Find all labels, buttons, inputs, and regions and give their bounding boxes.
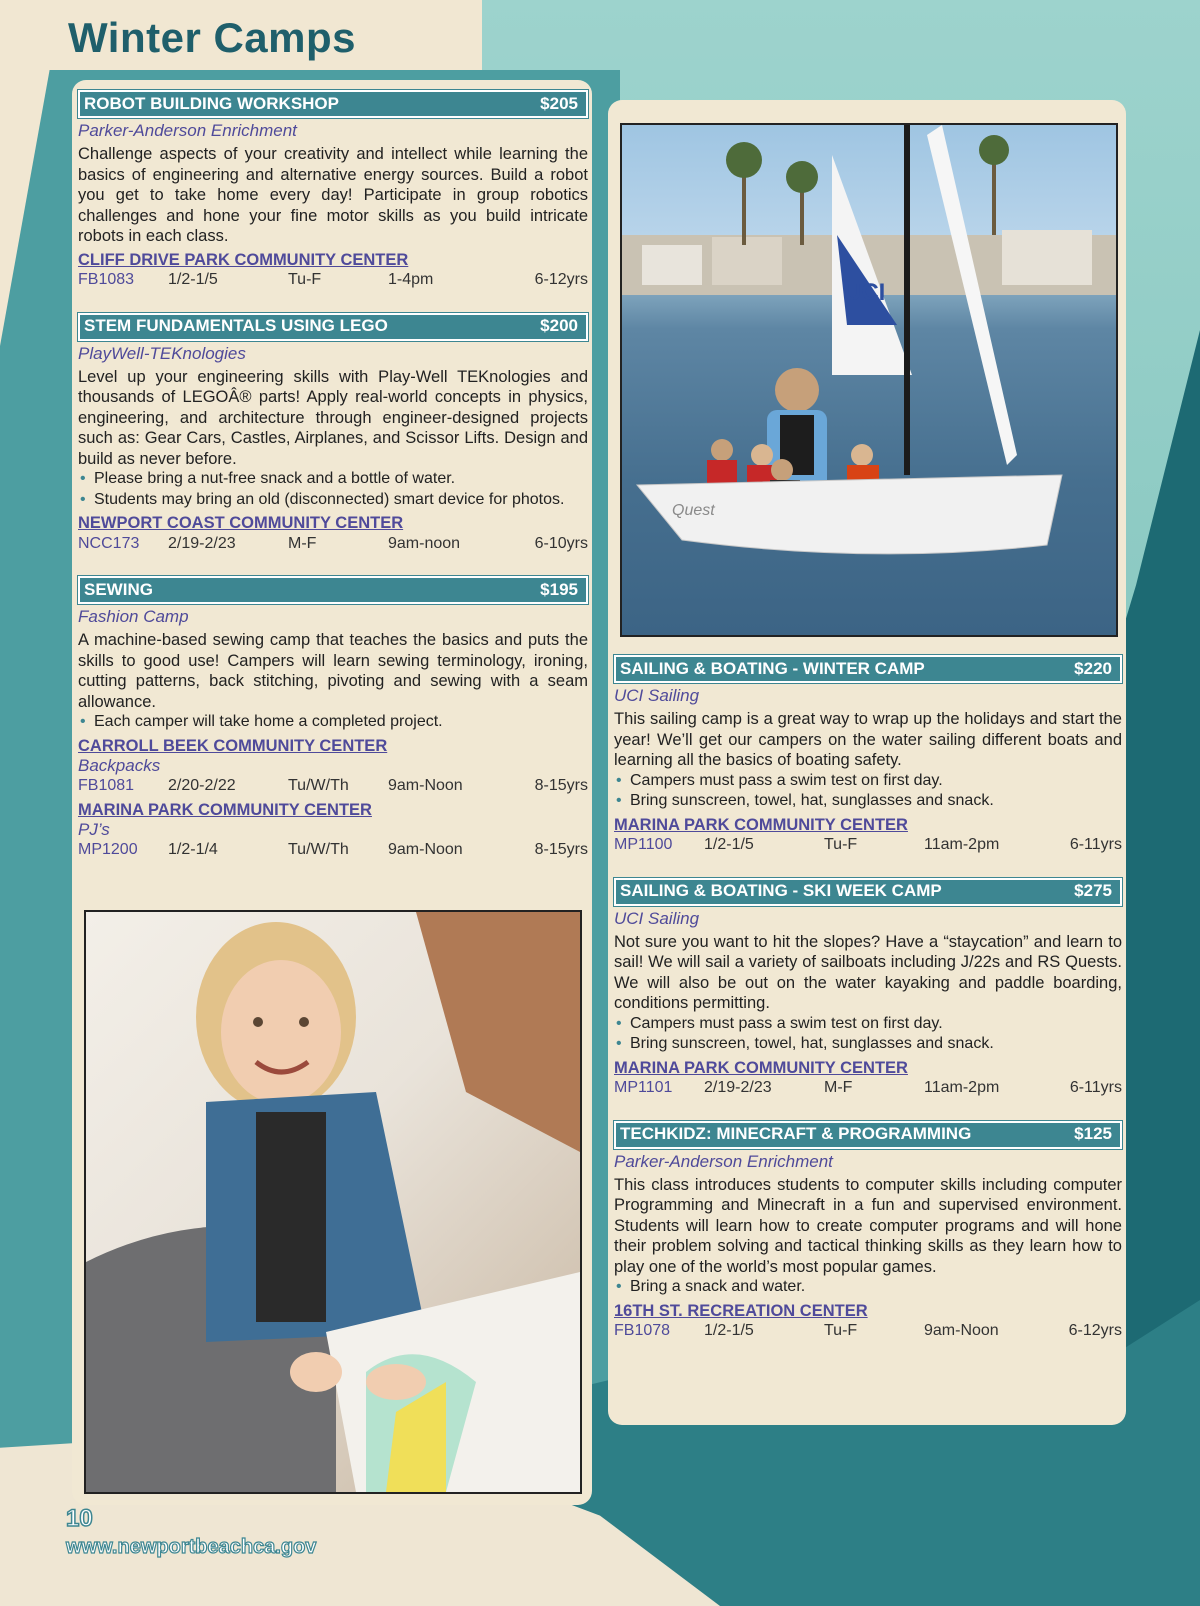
camp-techkidz: [614, 1121, 1122, 1342]
instructor-head: [775, 368, 819, 412]
session-row: [78, 840, 588, 861]
session-code: FB1078: [614, 1322, 671, 1339]
venue-link[interactable]: MARINA PARK COMMUNITY CENTER: [78, 800, 372, 819]
bullet-item: • Bring sunscreen, towel, hat, sunglasses and snack.: [614, 1034, 1122, 1055]
camp-bullets: [78, 469, 588, 510]
session-days: Tu/W/Th: [288, 777, 349, 794]
bullet-item: • Please bring a nut-free snack and a bottle of water.: [78, 469, 588, 490]
session-time: 9am-Noon: [924, 1322, 999, 1339]
session-dates: 2/19-2/23: [168, 534, 236, 552]
session-row: [614, 835, 1122, 856]
camp-description: Not sure you want to hit the slopes? Have a “staycation” and learn to sail! We will sail a variety of sailboats including J/22s and RS Quests. We will also be out on the water kayaking and paddle boarding, conditions permitting.: [614, 932, 1122, 1012]
bullet-item: • Bring sunscreen, towel, hat, sunglasses and snack.: [614, 791, 1122, 812]
child-head: [711, 439, 733, 461]
session-ages: 6-12yrs: [1068, 1322, 1122, 1339]
child-head: [751, 444, 773, 466]
session-dates: 2/19-2/23: [704, 1079, 772, 1096]
palm-leaves: [979, 135, 1009, 165]
camp-provider: UCI Sailing: [614, 686, 700, 705]
session-time: 1-4pm: [388, 271, 434, 288]
session-code: MP1200: [78, 841, 138, 858]
camp-title: SAILING & BOATING - WINTER CAMP: [620, 658, 925, 678]
venue-link[interactable]: CLIFF DRIVE PARK COMMUNITY CENTER: [78, 250, 409, 269]
camp-description: A machine-based sewing camp that teaches the basics and puts the skills to good use! Campers will learn sewing terminology, ironing, cutting patterns, back stitching, pivoting and sewing with a seam allowance.: [78, 631, 588, 711]
session-ages: 6-10yrs: [534, 534, 588, 552]
hand: [290, 1352, 342, 1392]
session-time: 9am-Noon: [388, 777, 463, 794]
boat-text: Quest: [672, 502, 715, 519]
sail-text: UCI: [844, 279, 886, 306]
camp-price: $205: [540, 93, 578, 113]
camp-description: Level up your engineering skills with Play-Well TEKnologies and thousands of LEGOÂ® parts! Apply real-world concepts in physics, engineering, and architecture through engineer-designed projects such as: Gear Cars, Castles, Airplanes, and Scissor Lifts. Design and build as never before.: [78, 367, 588, 468]
left-column: [78, 90, 588, 883]
session-ages: 6-11yrs: [1069, 1079, 1122, 1096]
right-column: [614, 655, 1122, 1364]
camp-provider: UCI Sailing: [614, 908, 700, 928]
palm-leaves: [726, 142, 762, 178]
camp-header: [78, 576, 588, 604]
session-days: M-F: [288, 534, 317, 552]
camp-description: This sailing camp is a great way to wrap up the holidays and start the year! We’ll get our campers on the water sailing different boats and learning all the basics of boating safety.: [614, 710, 1122, 769]
session-code: MP1100: [614, 836, 673, 853]
session-row: [78, 270, 588, 291]
child-head: [771, 459, 793, 481]
camp-price: $125: [1074, 1124, 1112, 1143]
venue-link[interactable]: CARROLL BEEK COMMUNITY CENTER: [78, 736, 388, 755]
camp-header: [614, 1121, 1122, 1149]
session-dates: 2/20-2/22: [168, 777, 236, 794]
camp-title: STEM FUNDAMENTALS USING LEGO: [84, 316, 388, 335]
session-days: Tu-F: [288, 271, 322, 288]
session-row: [614, 1078, 1122, 1099]
session-time: 9am-Noon: [388, 841, 463, 858]
camp-robot-building: [78, 90, 588, 291]
session-row: [614, 1321, 1122, 1342]
session-ages: 8-15yrs: [534, 777, 588, 794]
session-row: [78, 533, 588, 554]
session-time: 11am-2pm: [924, 1079, 1000, 1096]
bullet-item: • Each camper will take home a completed project.: [78, 712, 588, 733]
camp-header: [614, 655, 1122, 683]
child-head: [851, 444, 873, 466]
session-days: Tu/W/Th: [288, 841, 349, 858]
camp-header: [78, 313, 588, 341]
camp-bullets: [614, 771, 1122, 812]
camp-price: $200: [540, 316, 578, 335]
bullet-item: • Campers must pass a swim test on first day.: [614, 771, 1122, 792]
camp-provider: Parker-Anderson Enrichment: [614, 1151, 833, 1171]
camp-price: $275: [1074, 881, 1112, 900]
house: [712, 237, 782, 285]
bullet-item: • Students may bring an old (disconnected) smart device for photos.: [78, 490, 588, 511]
venue-link[interactable]: NEWPORT COAST COMMUNITY CENTER: [78, 514, 404, 532]
camp-provider: Parker-Anderson Enrichment: [78, 121, 297, 140]
session-code: FB1081: [78, 777, 135, 794]
venue-link[interactable]: MARINA PARK COMMUNITY CENTER: [614, 815, 908, 834]
bullet-item: • Campers must pass a swim test on first day.: [614, 1014, 1122, 1035]
camp-title: ROBOT BUILDING WORKSHOP: [84, 93, 339, 113]
session-code: MP1101: [614, 1079, 673, 1096]
website-link[interactable]: www.newportbeachca.gov: [66, 1536, 317, 1558]
camp-title: TECHKIDZ: MINECRAFT & PROGRAMMING: [620, 1124, 972, 1143]
camp-title: SAILING & BOATING - SKI WEEK CAMP: [620, 881, 942, 900]
face: [221, 960, 341, 1104]
session-days: Tu-F: [824, 1322, 858, 1339]
sailing-photo: [620, 123, 1118, 637]
session-days: Tu-F: [824, 836, 858, 853]
session-dates: 1/2-1/5: [704, 1322, 754, 1339]
session-subtitle: Backpacks: [78, 755, 161, 775]
session-dates: 1/2-1/4: [168, 841, 218, 858]
palm-leaves: [786, 161, 818, 193]
camp-sewing: [78, 576, 588, 861]
session-dates: 1/2-1/5: [704, 836, 754, 853]
camp-description: This class introduces students to computer skills including computer Programming and Minecraft in a fun and supervised environment. Students will learn how to create computer programs and will hone their problem solving and tactical thinking skills as they learn how to play one of the world’s most popular games.: [614, 1175, 1122, 1276]
camp-provider: Fashion Camp: [78, 607, 189, 626]
session-ages: 8-15yrs: [534, 841, 588, 858]
house: [642, 245, 702, 285]
session-time: 11am-2pm: [924, 836, 1000, 853]
session-ages: 6-11yrs: [1069, 836, 1122, 853]
camp-price: $220: [1074, 658, 1112, 678]
session-subtitle: PJ’s: [78, 819, 110, 839]
wood-door: [416, 912, 580, 1152]
session-days: M-F: [824, 1079, 853, 1096]
session-code: FB1083: [78, 271, 135, 288]
page-number: 10: [66, 1505, 93, 1532]
session-code: NCC173: [78, 534, 140, 552]
camp-header: [78, 90, 588, 118]
sailing-illustration: [622, 125, 1116, 635]
camp-price: $195: [540, 579, 578, 599]
venue-link[interactable]: 16TH ST. RECREATION CENTER: [614, 1301, 868, 1320]
camp-sailing-ski-week: [614, 878, 1122, 1099]
eye: [253, 1017, 263, 1027]
hand: [366, 1364, 426, 1400]
page-title: Winter Camps: [68, 14, 357, 61]
mast: [904, 125, 910, 475]
black-shirt: [256, 1112, 326, 1322]
session-dates: 1/2-1/5: [168, 271, 218, 288]
venue-link[interactable]: MARINA PARK COMMUNITY CENTER: [614, 1058, 908, 1077]
session-time: 9am-noon: [388, 534, 461, 552]
house: [1002, 230, 1092, 285]
camp-title: SEWING: [84, 579, 153, 599]
eye: [299, 1017, 309, 1027]
camp-description: Challenge aspects of your creativity and intellect while learning the basics of engineering and alternative energy sources. Build a robot you get to take home every day! Participate in group robotics challenges and hone your fine motor skills as you build intricate robots in each class.: [78, 145, 588, 245]
sewing-photo: [84, 910, 582, 1494]
session-ages: 6-12yrs: [534, 271, 588, 288]
camp-stem-lego: [78, 313, 588, 555]
session-row: [78, 776, 588, 797]
camp-bullets: [614, 1277, 1122, 1298]
bullet-item: • Bring a snack and water.: [614, 1277, 1122, 1298]
camp-header: [614, 878, 1122, 906]
sewing-illustration: [86, 912, 580, 1492]
camp-provider: PlayWell-TEKnologies: [78, 343, 246, 363]
camp-bullets: [614, 1014, 1122, 1055]
camp-sailing-winter: [614, 655, 1122, 856]
camp-bullets: [78, 712, 588, 733]
